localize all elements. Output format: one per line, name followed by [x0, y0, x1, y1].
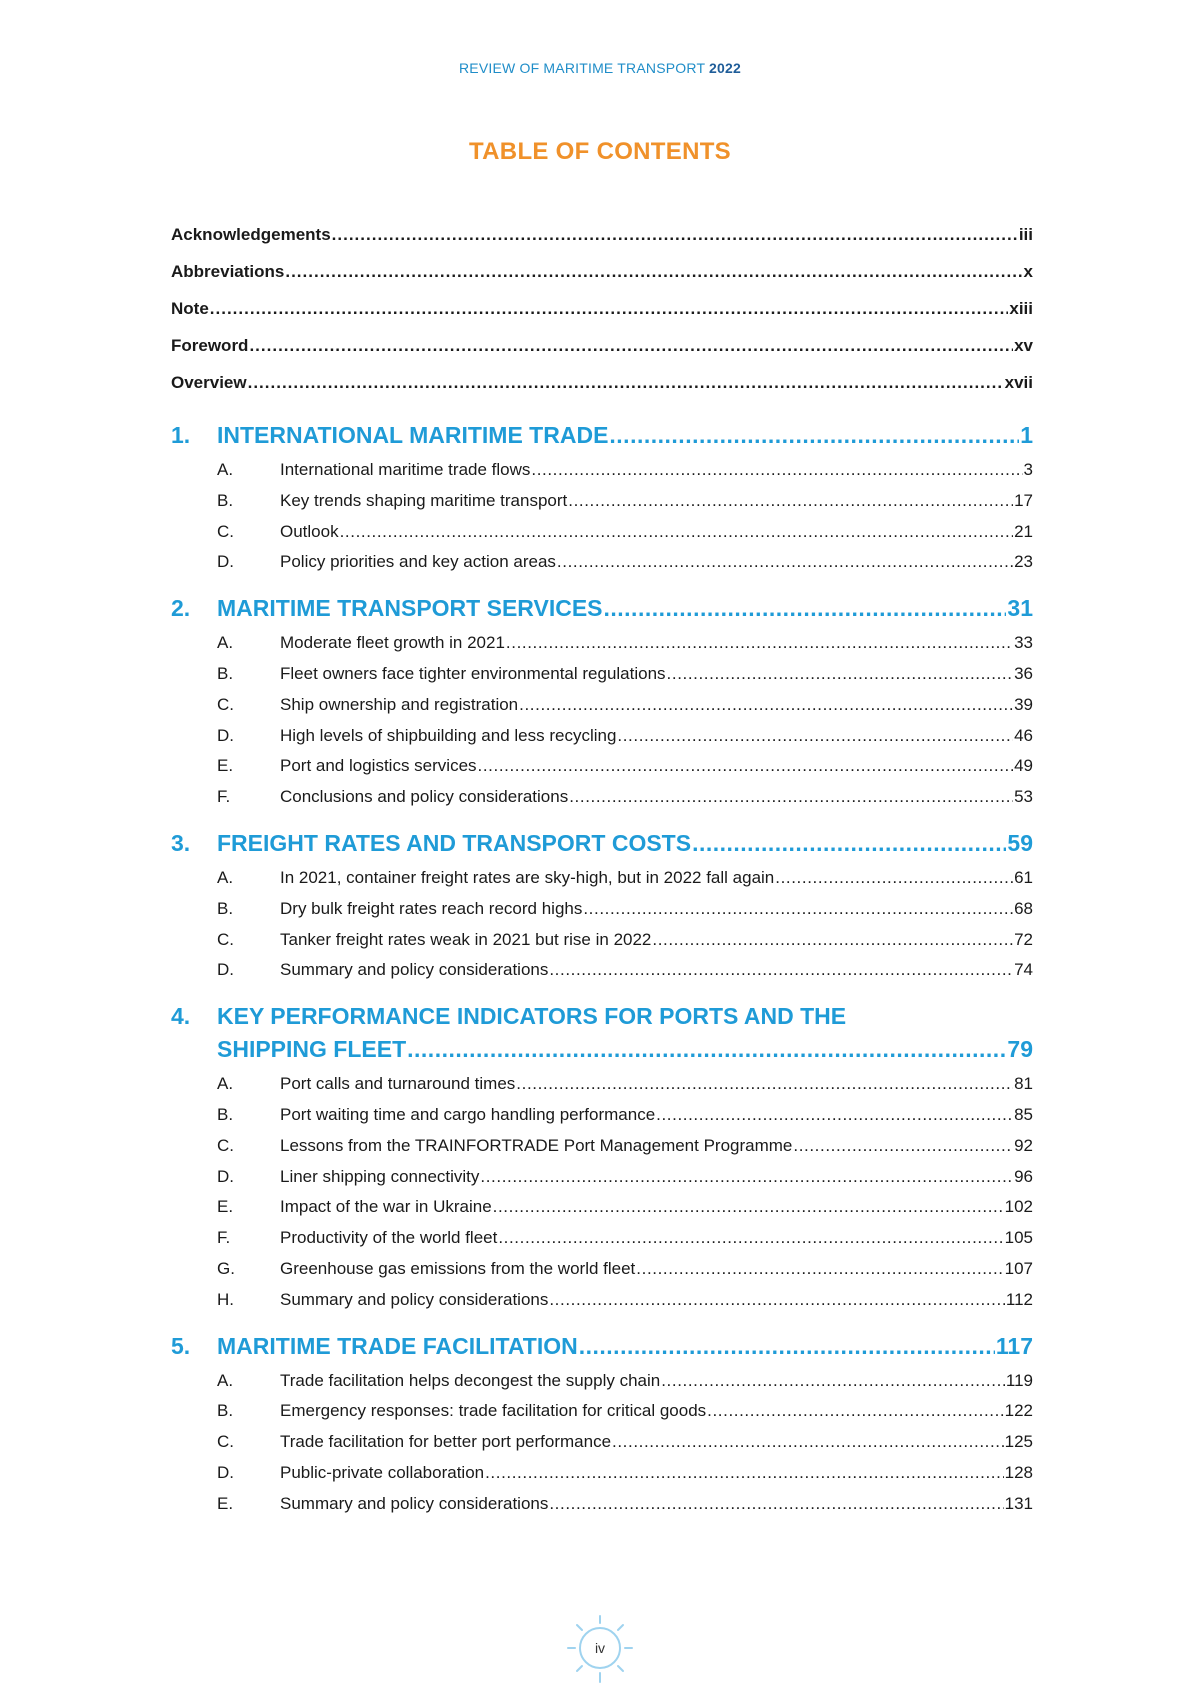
section-entry[interactable]	[217, 1463, 1033, 1494]
section-letter: F.	[217, 787, 231, 807]
leader-dots	[531, 460, 1022, 480]
leader-dots	[248, 373, 1004, 393]
leader-dots	[493, 1197, 1004, 1217]
chapter-heading[interactable]	[171, 422, 1033, 460]
leader-dots	[340, 522, 1013, 542]
section-title: Moderate fleet growth in 2021	[280, 633, 505, 653]
section-entry[interactable]	[217, 868, 1033, 899]
section-letter: A.	[217, 1074, 234, 1094]
chapter-block	[171, 830, 1033, 991]
section-title: Port calls and turnaround times	[280, 1074, 516, 1094]
leader-dots	[707, 1401, 1003, 1421]
leader-dots	[583, 899, 1013, 919]
section-page: 85	[1014, 1104, 1033, 1124]
leader-dots	[285, 262, 1022, 282]
section-entry[interactable]	[217, 1432, 1033, 1463]
section-entry[interactable]	[217, 1167, 1033, 1198]
section-title: Fleet owners face tighter environmental regulations	[280, 663, 666, 683]
section-letter: D.	[217, 960, 234, 980]
leader-dots	[249, 336, 1013, 356]
chapter-title-row	[217, 595, 1033, 633]
toc-entry[interactable]	[171, 373, 1033, 410]
leader-dots	[568, 491, 1013, 511]
table-of-contents	[171, 225, 1033, 1525]
section-page: 92	[1014, 1135, 1033, 1155]
section-entry[interactable]	[217, 1371, 1033, 1402]
leader-dots	[656, 1105, 1013, 1125]
leader-dots	[661, 1371, 1005, 1391]
section-letter: C.	[217, 521, 234, 541]
section-title: International maritime trade flows	[280, 460, 531, 479]
section-title: Trade facilitation for better port performance	[280, 1432, 612, 1452]
section-page: 23	[1014, 552, 1033, 572]
section-list	[171, 460, 1033, 583]
section-letter: D.	[217, 1462, 234, 1482]
leader-dots	[604, 595, 1007, 622]
toc-entry[interactable]	[171, 262, 1033, 299]
chapter-heading[interactable]	[171, 1333, 1033, 1371]
page-title: TABLE OF CONTENTS	[469, 138, 731, 165]
leader-dots	[667, 664, 1014, 684]
chapter-title: MARITIME TRADE FACILITATION	[217, 1332, 578, 1359]
section-letter: B.	[217, 490, 234, 510]
section-entry[interactable]	[217, 664, 1033, 695]
section-title: Liner shipping connectivity	[280, 1166, 480, 1186]
section-letter: C.	[217, 1135, 234, 1155]
chapter-title-block	[217, 422, 1033, 460]
chapter-title: INTERNATIONAL MARITIME TRADE	[217, 422, 609, 448]
section-entry[interactable]	[217, 756, 1033, 787]
section-title: Tanker freight rates weak in 2021 but rise in 2022	[280, 929, 652, 949]
section-letter: B.	[217, 1104, 234, 1124]
section-entry[interactable]	[217, 695, 1033, 726]
section-page: 102	[1004, 1197, 1033, 1217]
section-page: 21	[1014, 521, 1033, 541]
section-title: Conclusions and policy considerations	[280, 787, 569, 807]
section-entry[interactable]	[217, 930, 1033, 961]
section-page: 131	[1004, 1493, 1033, 1513]
section-list	[171, 868, 1033, 991]
section-title: High levels of shipbuilding and less recycling	[280, 725, 617, 745]
section-title: In 2021, container freight rates are sky-high, but in 2022 fall again	[280, 867, 775, 887]
section-entry[interactable]	[217, 1136, 1033, 1167]
section-entry[interactable]	[217, 460, 1033, 491]
section-letter: B.	[217, 1401, 234, 1421]
chapter-block	[171, 1333, 1033, 1525]
section-letter: G.	[217, 1258, 235, 1278]
section-letter: D.	[217, 1166, 234, 1186]
chapter-page: 1	[1020, 422, 1033, 448]
section-list	[171, 633, 1033, 818]
section-title: Productivity of the world fleet	[280, 1228, 498, 1248]
section-letter: E.	[217, 1493, 234, 1513]
section-list	[171, 1371, 1033, 1525]
chapter-list	[171, 422, 1033, 1525]
leader-dots	[506, 633, 1013, 653]
section-title: Summary and policy considerations	[280, 1493, 549, 1513]
toc-entry[interactable]	[171, 225, 1033, 262]
section-letter: H.	[217, 1289, 234, 1309]
section-page: 128	[1004, 1462, 1033, 1482]
toc-entry[interactable]	[171, 299, 1033, 336]
chapter-page: 31	[1007, 595, 1033, 622]
section-entry[interactable]	[217, 491, 1033, 522]
section-page: 68	[1014, 898, 1033, 918]
leader-dots	[332, 225, 1018, 245]
chapter-title-row	[217, 830, 1033, 868]
leader-dots	[609, 422, 1019, 449]
section-title: Public-private collaboration	[280, 1462, 485, 1482]
section-letter: C.	[217, 694, 234, 714]
section-title: Lessons from the TRAINFORTRADE Port Management Programme	[280, 1135, 793, 1155]
leader-dots	[557, 552, 1013, 572]
section-page: 122	[1004, 1401, 1033, 1421]
section-letter: A.	[217, 1370, 234, 1390]
section-title: Summary and policy considerations	[280, 960, 549, 980]
section-letter: B.	[217, 898, 234, 918]
entry-page: xv	[1014, 336, 1033, 355]
section-title: Greenhouse gas emissions from the world fleet	[280, 1258, 636, 1278]
section-letter: C.	[217, 929, 234, 949]
section-entry[interactable]	[217, 960, 1033, 991]
section-entry[interactable]	[217, 899, 1033, 930]
chapter-title-block	[217, 1003, 1033, 1074]
leader-dots	[652, 930, 1013, 950]
leader-dots	[210, 299, 1009, 319]
chapter-page: 59	[1007, 829, 1033, 856]
chapter-block	[171, 1003, 1033, 1320]
section-title: Dry bulk freight rates reach record highs	[280, 898, 583, 918]
running-title: REVIEW OF MARITIME TRANSPORT	[458, 60, 705, 76]
section-title: Impact of the war in Ukraine	[280, 1197, 492, 1217]
entry-page: xvii	[1004, 373, 1033, 392]
chapter-title: FREIGHT RATES AND TRANSPORT COSTS	[217, 829, 692, 856]
section-page: 33	[1014, 633, 1033, 653]
page-number: iv	[594, 1640, 606, 1656]
section-letter: D.	[217, 725, 234, 745]
section-page: 112	[1005, 1289, 1033, 1309]
chapter-block	[171, 422, 1033, 583]
chapter-title: SHIPPING FLEET	[217, 1036, 407, 1063]
leader-dots	[498, 1228, 1003, 1248]
chapter-title-row	[217, 1036, 1033, 1074]
chapter-title-line: KEY PERFORMANCE INDICATORS FOR PORTS AND THE	[217, 1003, 847, 1030]
chapter-number: 5.	[171, 1332, 191, 1359]
chapter-heading[interactable]	[171, 1003, 1033, 1074]
section-letter: A.	[217, 633, 234, 653]
section-entry[interactable]	[217, 1259, 1033, 1290]
section-entry[interactable]	[217, 522, 1033, 553]
section-letter: F.	[217, 1228, 231, 1248]
section-page: 53	[1014, 787, 1033, 807]
section-letter: B.	[217, 663, 234, 683]
section-title: Emergency responses: trade facilitation for critical goods	[280, 1401, 707, 1421]
leader-dots	[516, 1074, 1013, 1094]
section-page: 17	[1014, 490, 1033, 510]
front-matter-list	[171, 225, 1033, 410]
entry-page: xiii	[1009, 299, 1033, 318]
entry-title: Foreword	[171, 336, 249, 355]
leader-dots	[775, 868, 1013, 888]
section-title: Summary and policy considerations	[280, 1289, 549, 1309]
section-entry[interactable]	[217, 726, 1033, 757]
chapter-title-row	[217, 422, 1033, 460]
section-entry[interactable]	[217, 787, 1033, 818]
section-title: Outlook	[280, 521, 339, 541]
section-page: 107	[1004, 1258, 1033, 1278]
section-page: 46	[1014, 725, 1033, 745]
entry-title: Note	[171, 299, 209, 318]
leader-dots	[480, 1167, 1013, 1187]
leader-dots	[617, 726, 1013, 746]
entry-title: Acknowledgements	[171, 225, 331, 244]
chapter-number: 3.	[171, 829, 191, 856]
section-entry[interactable]	[217, 1074, 1033, 1105]
section-entry[interactable]	[217, 1401, 1033, 1432]
section-entry[interactable]	[217, 1290, 1033, 1321]
leader-dots	[485, 1463, 1004, 1483]
leader-dots	[407, 1036, 1006, 1063]
chapter-title-block	[217, 830, 1033, 868]
leader-dots	[549, 1494, 1003, 1514]
section-title: Ship ownership and registration	[280, 694, 519, 714]
chapter-heading[interactable]	[171, 595, 1033, 633]
section-title: Policy priorities and key action areas	[280, 552, 556, 572]
chapter-page: 117	[995, 1332, 1033, 1359]
chapter-title: MARITIME TRANSPORT SERVICES	[217, 595, 603, 622]
section-page: 36	[1014, 663, 1033, 683]
section-entry[interactable]	[217, 1105, 1033, 1136]
leader-dots	[793, 1136, 1013, 1156]
leader-dots	[636, 1259, 1003, 1279]
leader-dots	[692, 830, 1006, 857]
chapter-title-block	[217, 595, 1033, 633]
entry-title: Abbreviations	[171, 262, 285, 281]
page-number-badge	[560, 1610, 640, 1690]
entry-page: iii	[1018, 225, 1033, 244]
section-page: 125	[1004, 1432, 1033, 1452]
running-header	[0, 60, 1200, 76]
chapter-page: 79	[1007, 1036, 1033, 1063]
chapter-heading[interactable]	[171, 830, 1033, 868]
section-letter: A.	[217, 460, 234, 479]
chapter-title-block	[217, 1333, 1033, 1371]
section-title: Key trends shaping maritime transport	[280, 490, 568, 510]
leader-dots	[549, 960, 1013, 980]
section-letter: D.	[217, 552, 234, 572]
leader-dots	[579, 1333, 995, 1360]
section-letter: A.	[217, 867, 234, 887]
leader-dots	[612, 1432, 1004, 1452]
section-title: Trade facilitation helps decongest the supply chain	[280, 1370, 661, 1390]
chapter-number: 4.	[171, 1003, 191, 1030]
section-page: 72	[1014, 929, 1033, 949]
section-page: 3	[1023, 460, 1033, 479]
section-letter: E.	[217, 1197, 234, 1217]
chapter-block	[171, 595, 1033, 818]
section-page: 49	[1014, 756, 1033, 776]
section-letter: C.	[217, 1432, 234, 1452]
section-page: 61	[1014, 867, 1033, 887]
section-page: 119	[1005, 1370, 1033, 1390]
section-page: 74	[1014, 960, 1033, 980]
section-page: 105	[1004, 1228, 1033, 1248]
entry-title: Overview	[171, 373, 247, 392]
section-page: 81	[1014, 1074, 1033, 1094]
section-title: Port and logistics services	[280, 756, 477, 776]
chapter-title-row	[217, 1333, 1033, 1371]
running-year: 2022	[709, 60, 741, 76]
toc-entry[interactable]	[171, 336, 1033, 373]
section-entry[interactable]	[217, 633, 1033, 664]
section-page: 39	[1014, 694, 1033, 714]
leader-dots	[519, 695, 1013, 715]
section-list	[171, 1074, 1033, 1320]
section-entry[interactable]	[217, 1197, 1033, 1228]
chapter-number: 2.	[171, 595, 191, 622]
leader-dots	[478, 756, 1014, 776]
section-page: 96	[1014, 1166, 1033, 1186]
leader-dots	[569, 787, 1013, 807]
chapter-number: 1.	[171, 422, 191, 448]
leader-dots	[549, 1290, 1005, 1310]
section-letter: E.	[217, 756, 234, 776]
section-title: Port waiting time and cargo handling performance	[280, 1104, 656, 1124]
entry-page: x	[1023, 262, 1033, 281]
section-entry[interactable]	[217, 1228, 1033, 1259]
section-entry[interactable]	[217, 1494, 1033, 1525]
section-entry[interactable]	[217, 552, 1033, 583]
